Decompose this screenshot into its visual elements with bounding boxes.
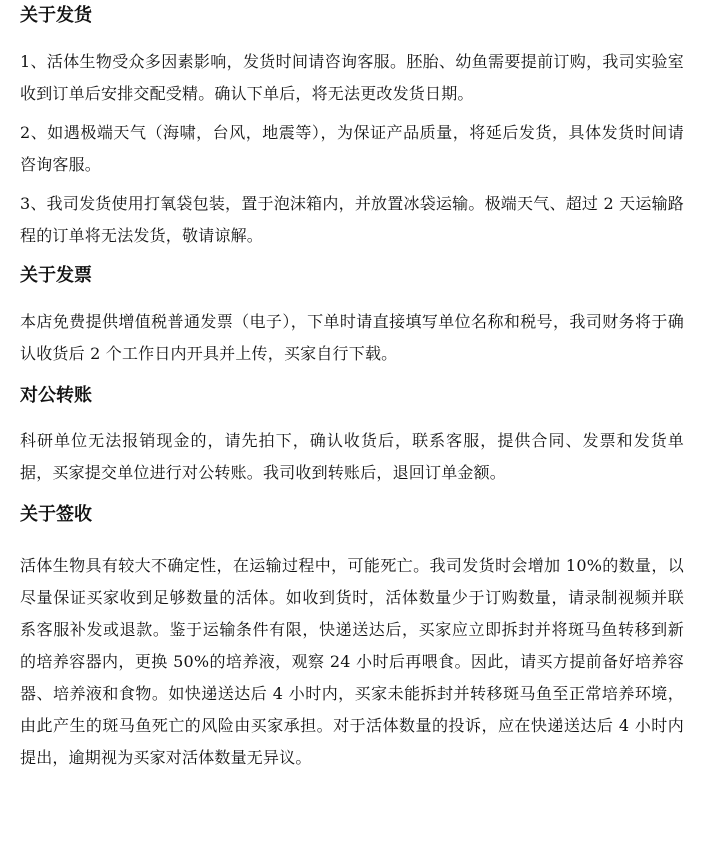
section-title-shipping: 关于发货 <box>20 5 92 26</box>
shipping-paragraph-1: 1、活体生物受众多因素影响，发货时间请咨询客服。胚胎、幼鱼需要提前订购，我司实验室收到订单后安排交配受精。确认下单后，将无法更改发货日期。 <box>20 52 684 103</box>
section-title-transfer: 对公转账 <box>20 385 92 406</box>
shipping-paragraph-2: 2、如遇极端天气（海啸，台风，地震等），为保证产品质量，将延后发货，具体发货时间请咨询客服。 <box>20 123 684 174</box>
invoice-paragraph: 本店免费提供增值税普通发票（电子），下单时请直接填写单位名称和税号，我司财务将于确认收货后 2 个工作日内开具并上传，买家自行下载。 <box>20 312 684 363</box>
section-title-receipt: 关于签收 <box>20 504 92 525</box>
transfer-paragraph: 科研单位无法报销现金的，请先拍下，确认收货后，联系客服，提供合同、发票和发货单据，买家提交单位进行对公转账。我司收到转账后，退回订单金额。 <box>20 431 684 482</box>
receipt-paragraph: 活体生物具有较大不确定性，在运输过程中，可能死亡。我司发货时会增加 10%的数量，以尽量保证买家收到足够数量的活体。如收到货时，活体数量少于订购数量，请录制视频并联系客服补发或退款。鉴于运输条件有限，快递送达后，买家应立即拆封并将斑马鱼转移到新的培养容器内，更换 50%的培养液，观察 24 小时后再喂食。因此，请买方提前备好培养容器、培养液和食物。如快递送达后 4 小时内，买家未能拆封并转移斑马鱼至正常培养环境，由此产生的斑马鱼死亡的风险由买家承担。对于活体数量的投诉，应在快递送达后 4 小时内提出，逾期视为买家对活体数量无异议。 <box>20 556 684 767</box>
shipping-paragraph-3: 3、我司发货使用打氧袋包装，置于泡沫箱内，并放置冰袋运输。极端天气、超过 2 天运输路程的订单将无法发货，敬请谅解。 <box>20 194 684 245</box>
section-title-invoice: 关于发票 <box>20 265 92 286</box>
